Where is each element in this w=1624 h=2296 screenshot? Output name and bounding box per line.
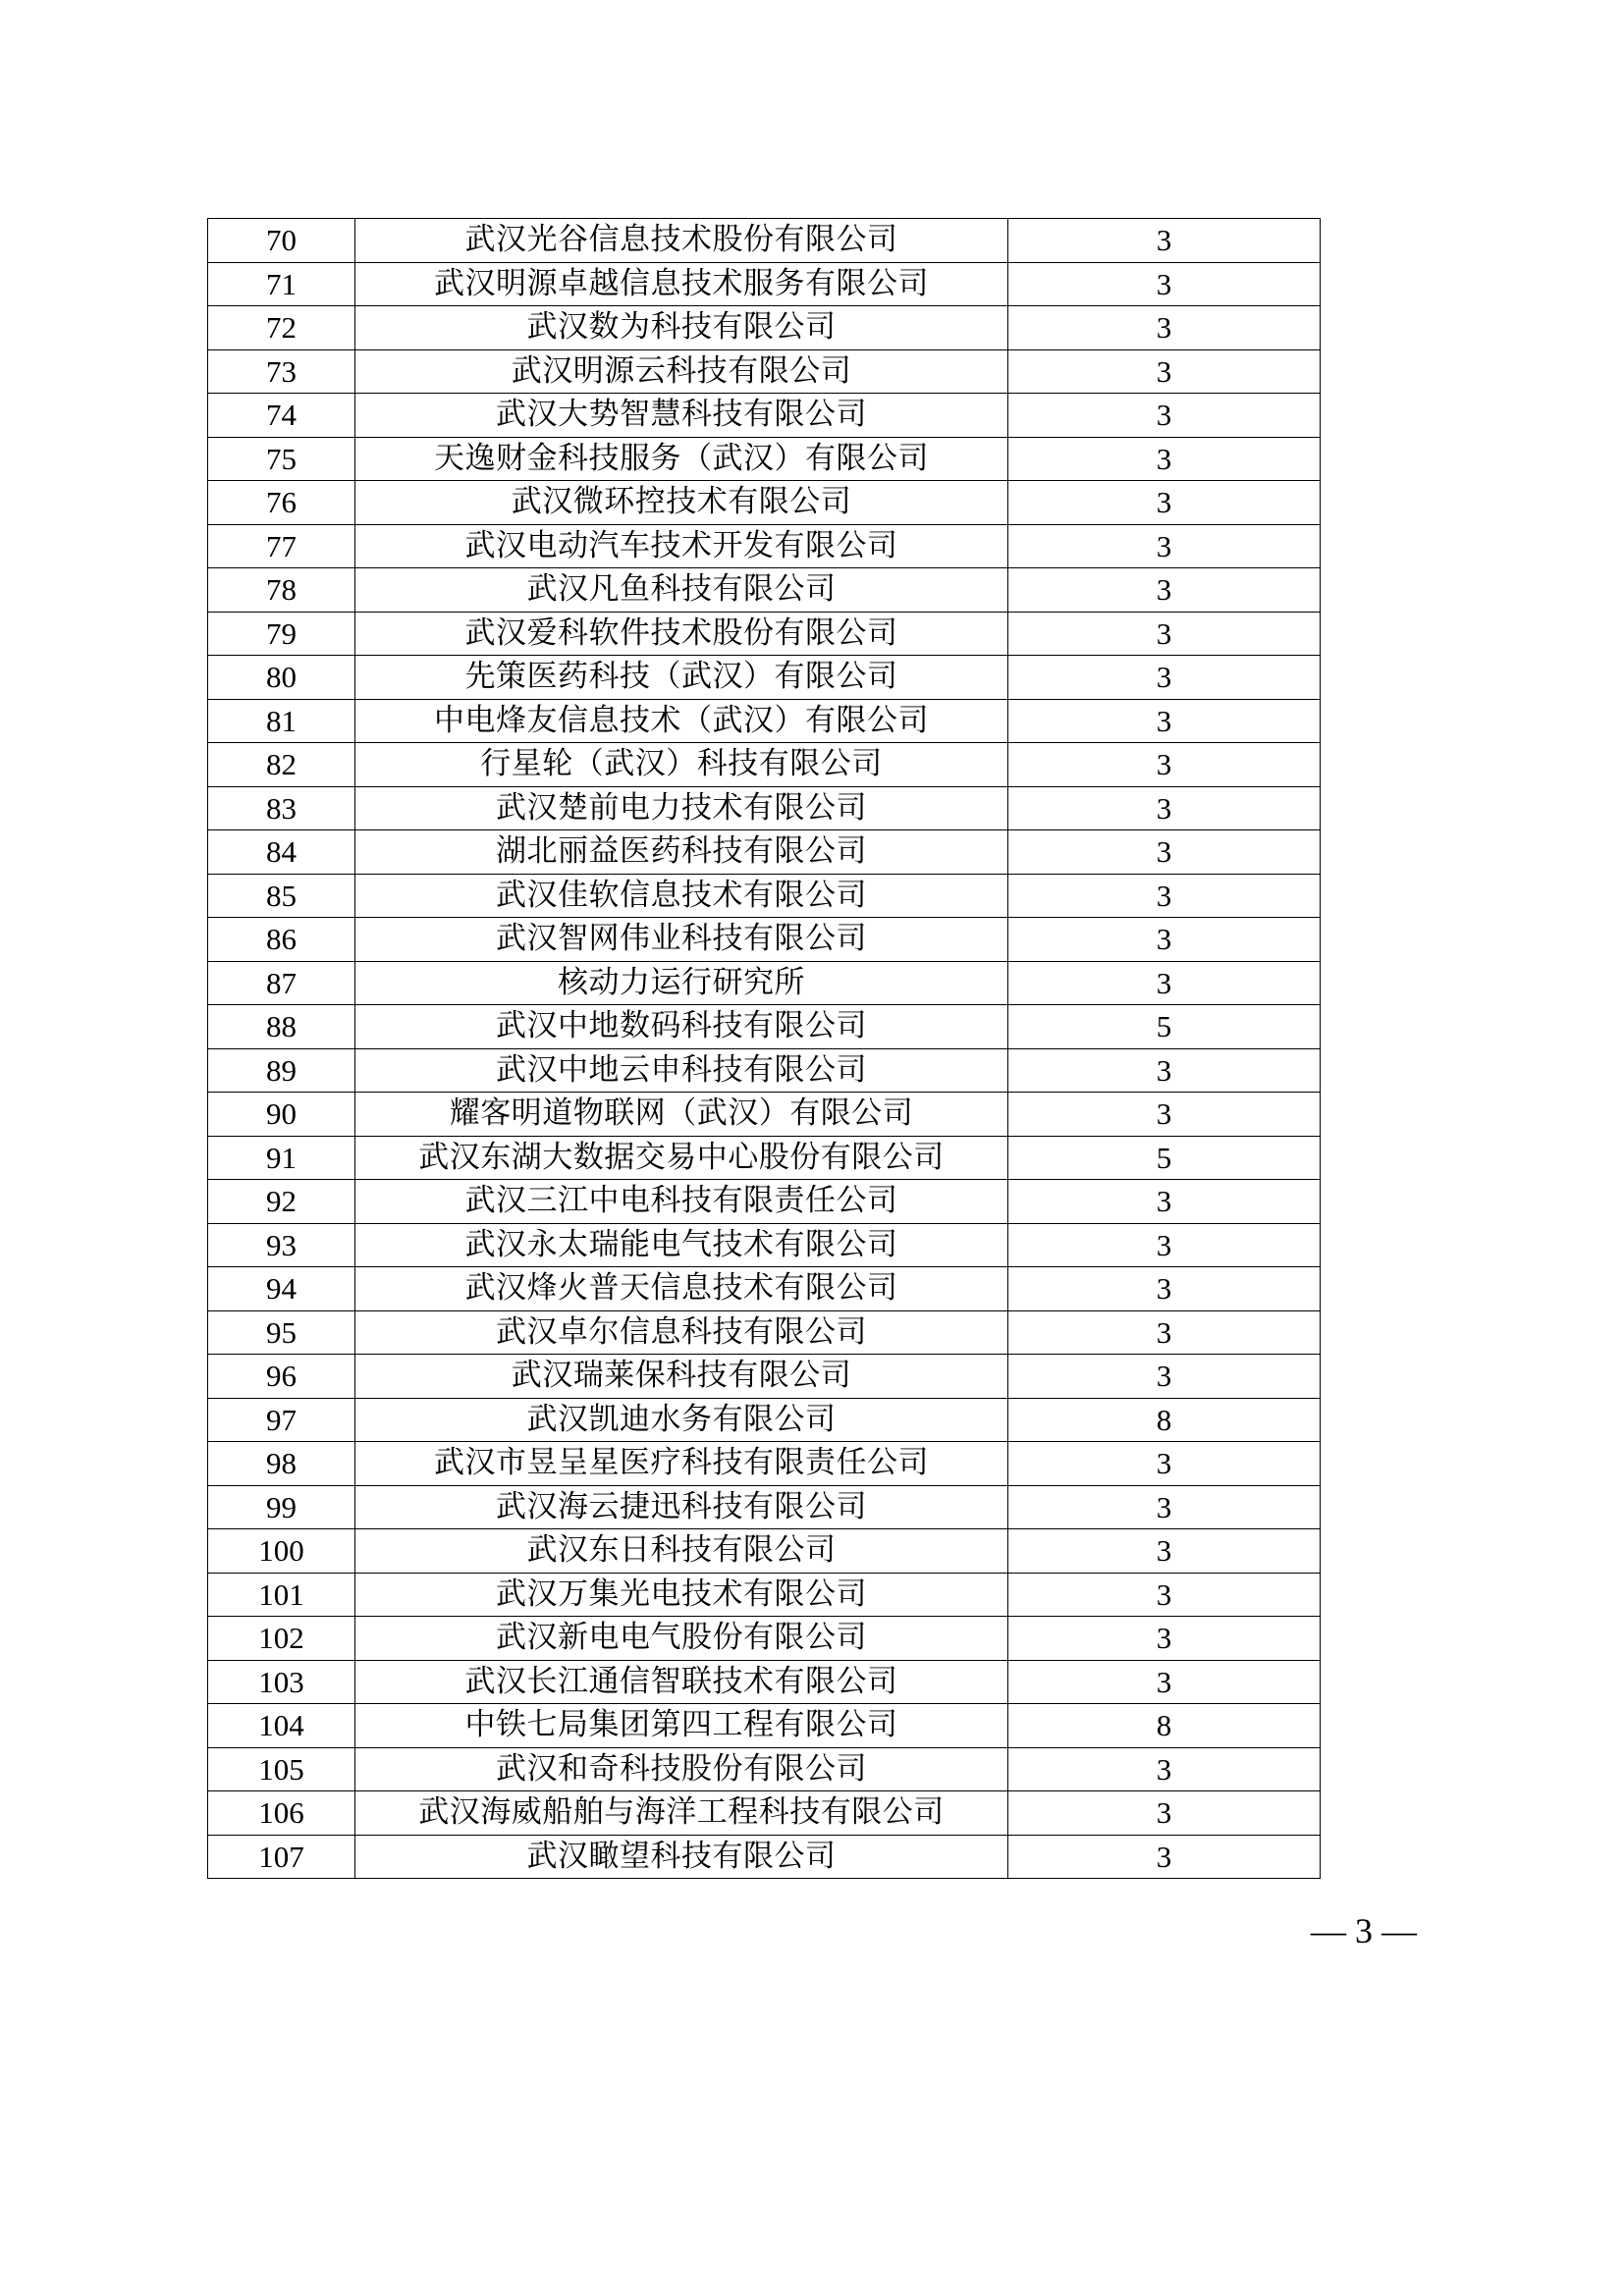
count-cell: 5 xyxy=(1008,1005,1321,1049)
company-name-cell: 武汉光谷信息技术股份有限公司 xyxy=(355,219,1008,263)
company-name-cell: 武汉烽火普天信息技术有限公司 xyxy=(355,1267,1008,1311)
count-cell: 3 xyxy=(1008,568,1321,613)
row-number-cell: 84 xyxy=(208,830,355,875)
count-cell: 3 xyxy=(1008,219,1321,263)
row-number-cell: 102 xyxy=(208,1617,355,1661)
table-row xyxy=(208,961,1321,1005)
count-cell: 8 xyxy=(1008,1398,1321,1442)
company-name-cell: 先策医药科技（武汉）有限公司 xyxy=(355,656,1008,700)
table-row xyxy=(208,1791,1321,1836)
count-cell: 3 xyxy=(1008,786,1321,830)
count-cell: 3 xyxy=(1008,1310,1321,1355)
company-name-cell: 武汉瑞莱保科技有限公司 xyxy=(355,1355,1008,1399)
company-name-cell: 武汉爱科软件技术股份有限公司 xyxy=(355,612,1008,656)
row-number-cell: 85 xyxy=(208,874,355,918)
table-row xyxy=(208,481,1321,525)
count-cell: 3 xyxy=(1008,1267,1321,1311)
row-number-cell: 104 xyxy=(208,1704,355,1748)
count-cell: 3 xyxy=(1008,437,1321,481)
company-table xyxy=(207,218,1321,1879)
company-name-cell: 武汉永太瑞能电气技术有限公司 xyxy=(355,1223,1008,1267)
table-row xyxy=(208,568,1321,613)
company-name-cell: 武汉凡鱼科技有限公司 xyxy=(355,568,1008,613)
company-name-cell: 行星轮（武汉）科技有限公司 xyxy=(355,743,1008,787)
company-name-cell: 武汉海云捷迅科技有限公司 xyxy=(355,1485,1008,1529)
company-table-body xyxy=(208,219,1321,1879)
row-number-cell: 91 xyxy=(208,1136,355,1180)
company-name-cell: 中铁七局集团第四工程有限公司 xyxy=(355,1704,1008,1748)
count-cell: 3 xyxy=(1008,1529,1321,1574)
count-cell: 3 xyxy=(1008,874,1321,918)
table-row xyxy=(208,262,1321,306)
table-row xyxy=(208,1180,1321,1224)
row-number-cell: 97 xyxy=(208,1398,355,1442)
table-row xyxy=(208,1660,1321,1704)
count-cell: 3 xyxy=(1008,918,1321,962)
table-row xyxy=(208,612,1321,656)
row-number-cell: 70 xyxy=(208,219,355,263)
count-cell: 3 xyxy=(1008,349,1321,394)
company-name-cell: 武汉瞰望科技有限公司 xyxy=(355,1835,1008,1879)
row-number-cell: 98 xyxy=(208,1442,355,1486)
count-cell: 3 xyxy=(1008,656,1321,700)
table-row xyxy=(208,1267,1321,1311)
table-row xyxy=(208,874,1321,918)
count-cell: 3 xyxy=(1008,1223,1321,1267)
row-number-cell: 86 xyxy=(208,918,355,962)
company-name-cell: 武汉三江中电科技有限责任公司 xyxy=(355,1180,1008,1224)
company-name-cell: 武汉佳软信息技术有限公司 xyxy=(355,874,1008,918)
row-number-cell: 76 xyxy=(208,481,355,525)
count-cell: 3 xyxy=(1008,481,1321,525)
count-cell: 3 xyxy=(1008,699,1321,743)
count-cell: 3 xyxy=(1008,1180,1321,1224)
row-number-cell: 99 xyxy=(208,1485,355,1529)
table-row xyxy=(208,830,1321,875)
table-row xyxy=(208,656,1321,700)
count-cell: 3 xyxy=(1008,394,1321,438)
row-number-cell: 83 xyxy=(208,786,355,830)
row-number-cell: 90 xyxy=(208,1093,355,1137)
company-name-cell: 武汉市昱呈星医疗科技有限责任公司 xyxy=(355,1442,1008,1486)
row-number-cell: 72 xyxy=(208,306,355,350)
row-number-cell: 82 xyxy=(208,743,355,787)
table-row xyxy=(208,1048,1321,1093)
count-cell: 3 xyxy=(1008,743,1321,787)
table-row xyxy=(208,1529,1321,1574)
count-cell: 3 xyxy=(1008,1485,1321,1529)
count-cell: 3 xyxy=(1008,306,1321,350)
row-number-cell: 94 xyxy=(208,1267,355,1311)
row-number-cell: 80 xyxy=(208,656,355,700)
row-number-cell: 74 xyxy=(208,394,355,438)
table-row xyxy=(208,1835,1321,1879)
company-name-cell: 武汉中地数码科技有限公司 xyxy=(355,1005,1008,1049)
count-cell: 3 xyxy=(1008,262,1321,306)
count-cell: 3 xyxy=(1008,524,1321,568)
page-number: — 3 — xyxy=(1311,1911,1417,1950)
table-row xyxy=(208,1617,1321,1661)
count-cell: 3 xyxy=(1008,1048,1321,1093)
table-row xyxy=(208,349,1321,394)
table-row xyxy=(208,786,1321,830)
company-name-cell: 湖北丽益医药科技有限公司 xyxy=(355,830,1008,875)
table-row xyxy=(208,743,1321,787)
row-number-cell: 89 xyxy=(208,1048,355,1093)
count-cell: 3 xyxy=(1008,1835,1321,1879)
row-number-cell: 96 xyxy=(208,1355,355,1399)
table-row xyxy=(208,1747,1321,1791)
row-number-cell: 88 xyxy=(208,1005,355,1049)
company-name-cell: 武汉和奇科技股份有限公司 xyxy=(355,1747,1008,1791)
table-row xyxy=(208,1310,1321,1355)
count-cell: 3 xyxy=(1008,830,1321,875)
company-name-cell: 武汉新电电气股份有限公司 xyxy=(355,1617,1008,1661)
row-number-cell: 87 xyxy=(208,961,355,1005)
row-number-cell: 103 xyxy=(208,1660,355,1704)
row-number-cell: 106 xyxy=(208,1791,355,1836)
company-name-cell: 武汉凯迪水务有限公司 xyxy=(355,1398,1008,1442)
company-name-cell: 武汉东日科技有限公司 xyxy=(355,1529,1008,1574)
table-row xyxy=(208,306,1321,350)
company-name-cell: 武汉微环控技术有限公司 xyxy=(355,481,1008,525)
table-row xyxy=(208,699,1321,743)
count-cell: 3 xyxy=(1008,612,1321,656)
row-number-cell: 93 xyxy=(208,1223,355,1267)
company-name-cell: 耀客明道物联网（武汉）有限公司 xyxy=(355,1093,1008,1137)
count-cell: 3 xyxy=(1008,1355,1321,1399)
company-name-cell: 中电烽友信息技术（武汉）有限公司 xyxy=(355,699,1008,743)
company-name-cell: 武汉大势智慧科技有限公司 xyxy=(355,394,1008,438)
row-number-cell: 81 xyxy=(208,699,355,743)
row-number-cell: 79 xyxy=(208,612,355,656)
table-row xyxy=(208,1223,1321,1267)
company-name-cell: 武汉中地云申科技有限公司 xyxy=(355,1048,1008,1093)
company-name-cell: 武汉万集光电技术有限公司 xyxy=(355,1573,1008,1617)
count-cell: 3 xyxy=(1008,1617,1321,1661)
table-row xyxy=(208,1485,1321,1529)
company-name-cell: 武汉明源云科技有限公司 xyxy=(355,349,1008,394)
table-row xyxy=(208,1093,1321,1137)
company-name-cell: 武汉东湖大数据交易中心股份有限公司 xyxy=(355,1136,1008,1180)
row-number-cell: 100 xyxy=(208,1529,355,1574)
row-number-cell: 92 xyxy=(208,1180,355,1224)
count-cell: 3 xyxy=(1008,1791,1321,1836)
row-number-cell: 77 xyxy=(208,524,355,568)
count-cell: 3 xyxy=(1008,1093,1321,1137)
table-row xyxy=(208,1398,1321,1442)
row-number-cell: 75 xyxy=(208,437,355,481)
count-cell: 3 xyxy=(1008,1573,1321,1617)
table-row xyxy=(208,1573,1321,1617)
table-row xyxy=(208,437,1321,481)
company-name-cell: 武汉长江通信智联技术有限公司 xyxy=(355,1660,1008,1704)
row-number-cell: 71 xyxy=(208,262,355,306)
table-row xyxy=(208,1136,1321,1180)
count-cell: 3 xyxy=(1008,1747,1321,1791)
table-row xyxy=(208,918,1321,962)
table-row xyxy=(208,1355,1321,1399)
table-row xyxy=(208,524,1321,568)
company-name-cell: 武汉电动汽车技术开发有限公司 xyxy=(355,524,1008,568)
company-name-cell: 武汉卓尔信息科技有限公司 xyxy=(355,1310,1008,1355)
table-row xyxy=(208,394,1321,438)
row-number-cell: 101 xyxy=(208,1573,355,1617)
company-name-cell: 武汉数为科技有限公司 xyxy=(355,306,1008,350)
table-row xyxy=(208,1442,1321,1486)
company-name-cell: 武汉海威船舶与海洋工程科技有限公司 xyxy=(355,1791,1008,1836)
table-row xyxy=(208,219,1321,263)
company-name-cell: 武汉智网伟业科技有限公司 xyxy=(355,918,1008,962)
count-cell: 8 xyxy=(1008,1704,1321,1748)
row-number-cell: 73 xyxy=(208,349,355,394)
row-number-cell: 107 xyxy=(208,1835,355,1879)
table-row xyxy=(208,1005,1321,1049)
count-cell: 3 xyxy=(1008,1660,1321,1704)
count-cell: 3 xyxy=(1008,1442,1321,1486)
company-name-cell: 核动力运行研究所 xyxy=(355,961,1008,1005)
row-number-cell: 78 xyxy=(208,568,355,613)
row-number-cell: 105 xyxy=(208,1747,355,1791)
company-name-cell: 武汉楚前电力技术有限公司 xyxy=(355,786,1008,830)
company-name-cell: 天逸财金科技服务（武汉）有限公司 xyxy=(355,437,1008,481)
row-number-cell: 95 xyxy=(208,1310,355,1355)
table-row xyxy=(208,1704,1321,1748)
count-cell: 3 xyxy=(1008,961,1321,1005)
count-cell: 5 xyxy=(1008,1136,1321,1180)
company-name-cell: 武汉明源卓越信息技术服务有限公司 xyxy=(355,262,1008,306)
